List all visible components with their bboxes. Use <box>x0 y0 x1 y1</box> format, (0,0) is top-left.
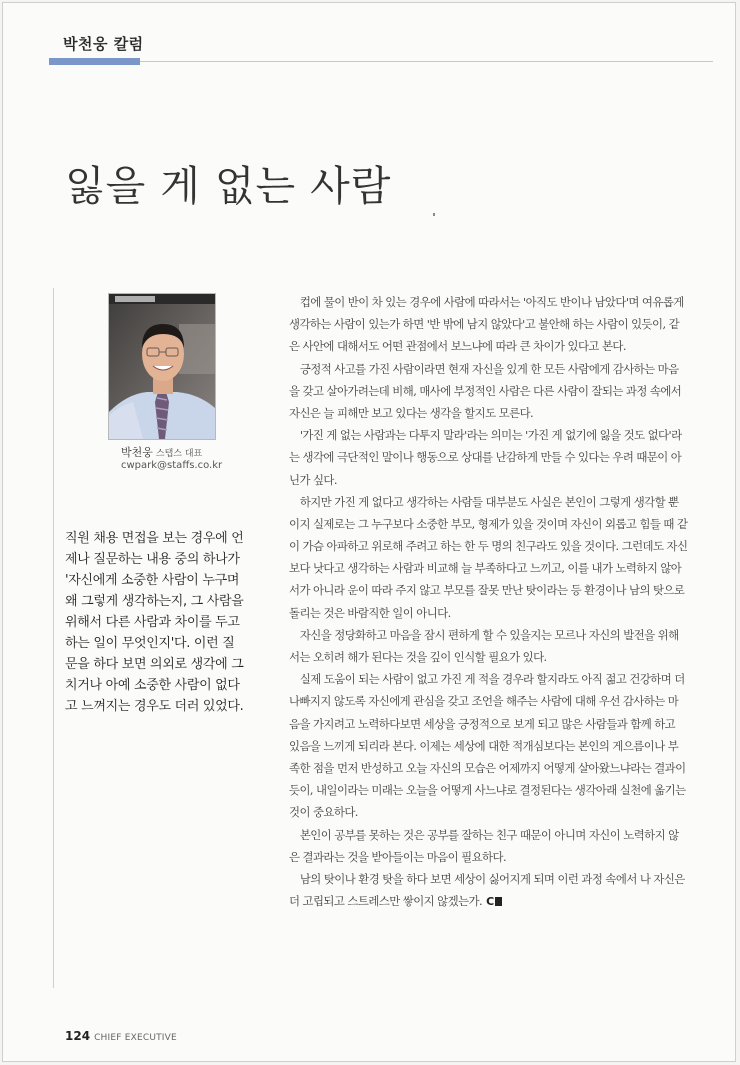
body-line: 나빠지지 않도록 자신에게 관심을 갖고 조언을 해주는 사람에 대해 우선 감사하는 마 <box>289 694 679 709</box>
body-line: 이 가슴 아파하고 위로해 주려고 하는 한 두 명의 친구라도 있을 것이다. 그런데도 자신 <box>289 539 688 554</box>
body-line: 실제 도움이 되는 사람이 없고 가진 게 적을 경우라 할지라도 아직 젊고 건강하며 더 <box>289 672 685 687</box>
author-photo <box>108 293 216 440</box>
page-number: 124 <box>65 1029 91 1043</box>
body-line-text: 더 고립되고 스트레스만 쌓이지 않겠는가. <box>289 894 483 909</box>
magazine-name: CHIEF EXECUTIVE <box>94 1033 177 1043</box>
column-divider <box>53 288 54 988</box>
body-line: 족한 점을 먼저 반성하고 오늘 자신의 모습은 어제까지 어떻게 살아왔느냐라는 결과이 <box>289 760 686 775</box>
author-role: 스탭스 대표 <box>155 449 203 459</box>
pull-quote-line: 제나 질문하는 내용 중의 하나가 <box>65 552 240 567</box>
header-rule <box>140 61 713 62</box>
body-line: 자신은 늘 피해만 보고 있다는 생각을 할지도 모른다. <box>289 405 534 420</box>
article-title: 잃을 게 없는 사람 <box>65 162 392 210</box>
author-name <box>121 444 202 460</box>
body-line: 컵에 물이 반이 차 있는 경우에 사람에 따라서는 '아직도 반이나 남았다'며 여유롭게 <box>289 295 684 309</box>
author-name-text: 박천웅 <box>121 446 153 459</box>
body-line: 하지만 가진 게 없다고 생각하는 사람들 대부분도 사실은 본인이 그렇게 생각할 뿐 <box>289 494 679 509</box>
body-line: 음을 가지려고 노력하다보면 세상을 긍정적으로 보게 되고 많은 사람들과 함께 하고 <box>289 716 676 731</box>
body-line: 은 사안에 대해서도 어떤 관점에서 보느냐에 따라 큰 차이가 있다고 본다. <box>289 339 626 354</box>
body-line: 서는 오히려 해가 된다는 것을 깊이 인식할 필요가 있다. <box>289 650 547 664</box>
body-line: 서가 아니라 운이 따라 주지 않고 부모를 잘못 만난 탓이라는 등 환경이나 남의 탓으로 <box>289 583 685 598</box>
body-line: '가진 게 없는 사람과는 다투지 말라'라는 의미는 '가진 게 없기에 잃을 것도 없다'라 <box>289 428 682 443</box>
article-body <box>289 291 717 912</box>
body-line: 생각하는 사람이 있는가 하면 '반 밖에 남지 않았다'고 불안해 하는 사람이 있듯이, 같 <box>289 317 680 332</box>
body-line: 을 갖고 살아가려는데 비해, 매사에 부정적인 사람은 다른 사람이 잘되는 과정 속에서 <box>289 383 682 398</box>
column-tag: 박천웅 칼럼 <box>63 35 144 53</box>
end-mark <box>486 891 502 913</box>
body-line: 은 결과라는 것을 받아들이는 마음이 필요하다. <box>289 849 507 864</box>
print-speck <box>433 213 435 216</box>
pull-quote <box>65 528 265 717</box>
pull-quote-line: 치거나 아예 소중한 사람이 없다 <box>65 678 240 693</box>
body-line: 이지 실제로는 그 누구보다 소중한 부모, 형제가 있을 것이며 자신이 외롭고 힘들 때 같 <box>289 516 688 531</box>
body-line: 돌리는 것은 바람직한 일이 아니다. <box>289 605 451 620</box>
body-line: 있음을 느끼게 되리라 본다. 이제는 세상에 대한 적개심보다는 본인의 게으름이나 부 <box>289 738 679 753</box>
body-line: 닌가 싶다. <box>289 472 337 487</box>
end-mark-box <box>495 897 502 906</box>
pull-quote-line: 하는 일이 무엇인지'다. 이런 질 <box>65 636 235 651</box>
pull-quote-line: '자신에게 소중한 사람이 누구며 <box>65 573 240 588</box>
magazine-page <box>2 2 736 1062</box>
body-line: 자신을 정당화하고 마음을 잠시 편하게 할 수 있을지는 모르나 자신의 발전을 위해 <box>289 627 679 642</box>
accent-bar <box>49 58 140 65</box>
body-line: 는 생각에 극단적인 말이나 행동으로 상대를 난감하게 만들 수 있다는 우려 때문이 아 <box>289 450 682 465</box>
body-line: 듯이, 내일이라는 미래는 오늘을 어떻게 사느냐로 결정된다는 생각아래 실천에 옮기는 <box>289 783 686 798</box>
pull-quote-line: 문을 하다 보면 의외로 생각에 그 <box>65 657 244 672</box>
body-line-last <box>289 890 717 912</box>
body-line: 것이 중요하다. <box>289 805 358 820</box>
author-email: cwpark@staffs.co.kr <box>121 460 223 471</box>
body-line: 보다 낫다고 생각하는 사람과 비교해 늘 부족하다고 느끼고, 이를 내가 노력하지 않아 <box>289 561 682 576</box>
page-footer <box>65 1025 177 1044</box>
pull-quote-line: 고 느껴지는 경우도 더러 있었다. <box>65 699 244 714</box>
end-mark-letter: C <box>486 895 494 909</box>
body-line: 긍정적 사고를 가진 사람이라면 현재 자신을 있게 한 모든 사람에게 감사하는 마음 <box>289 361 679 376</box>
body-line: 본인이 공부를 못하는 것은 공부를 잘하는 친구 때문이 아니며 자신이 노력하지 않 <box>289 827 679 842</box>
pull-quote-line: 위해서 다른 사람과 차이를 두고 <box>65 615 240 630</box>
pull-quote-line: 왜 그렇게 생각하는지, 그 사람을 <box>65 594 244 609</box>
pull-quote-line: 직원 채용 면접을 보는 경우에 언 <box>65 531 244 546</box>
body-line: 남의 탓이나 환경 탓을 하다 보면 세상이 싫어지게 되며 이런 과정 속에서 나 자신은 <box>289 871 685 886</box>
